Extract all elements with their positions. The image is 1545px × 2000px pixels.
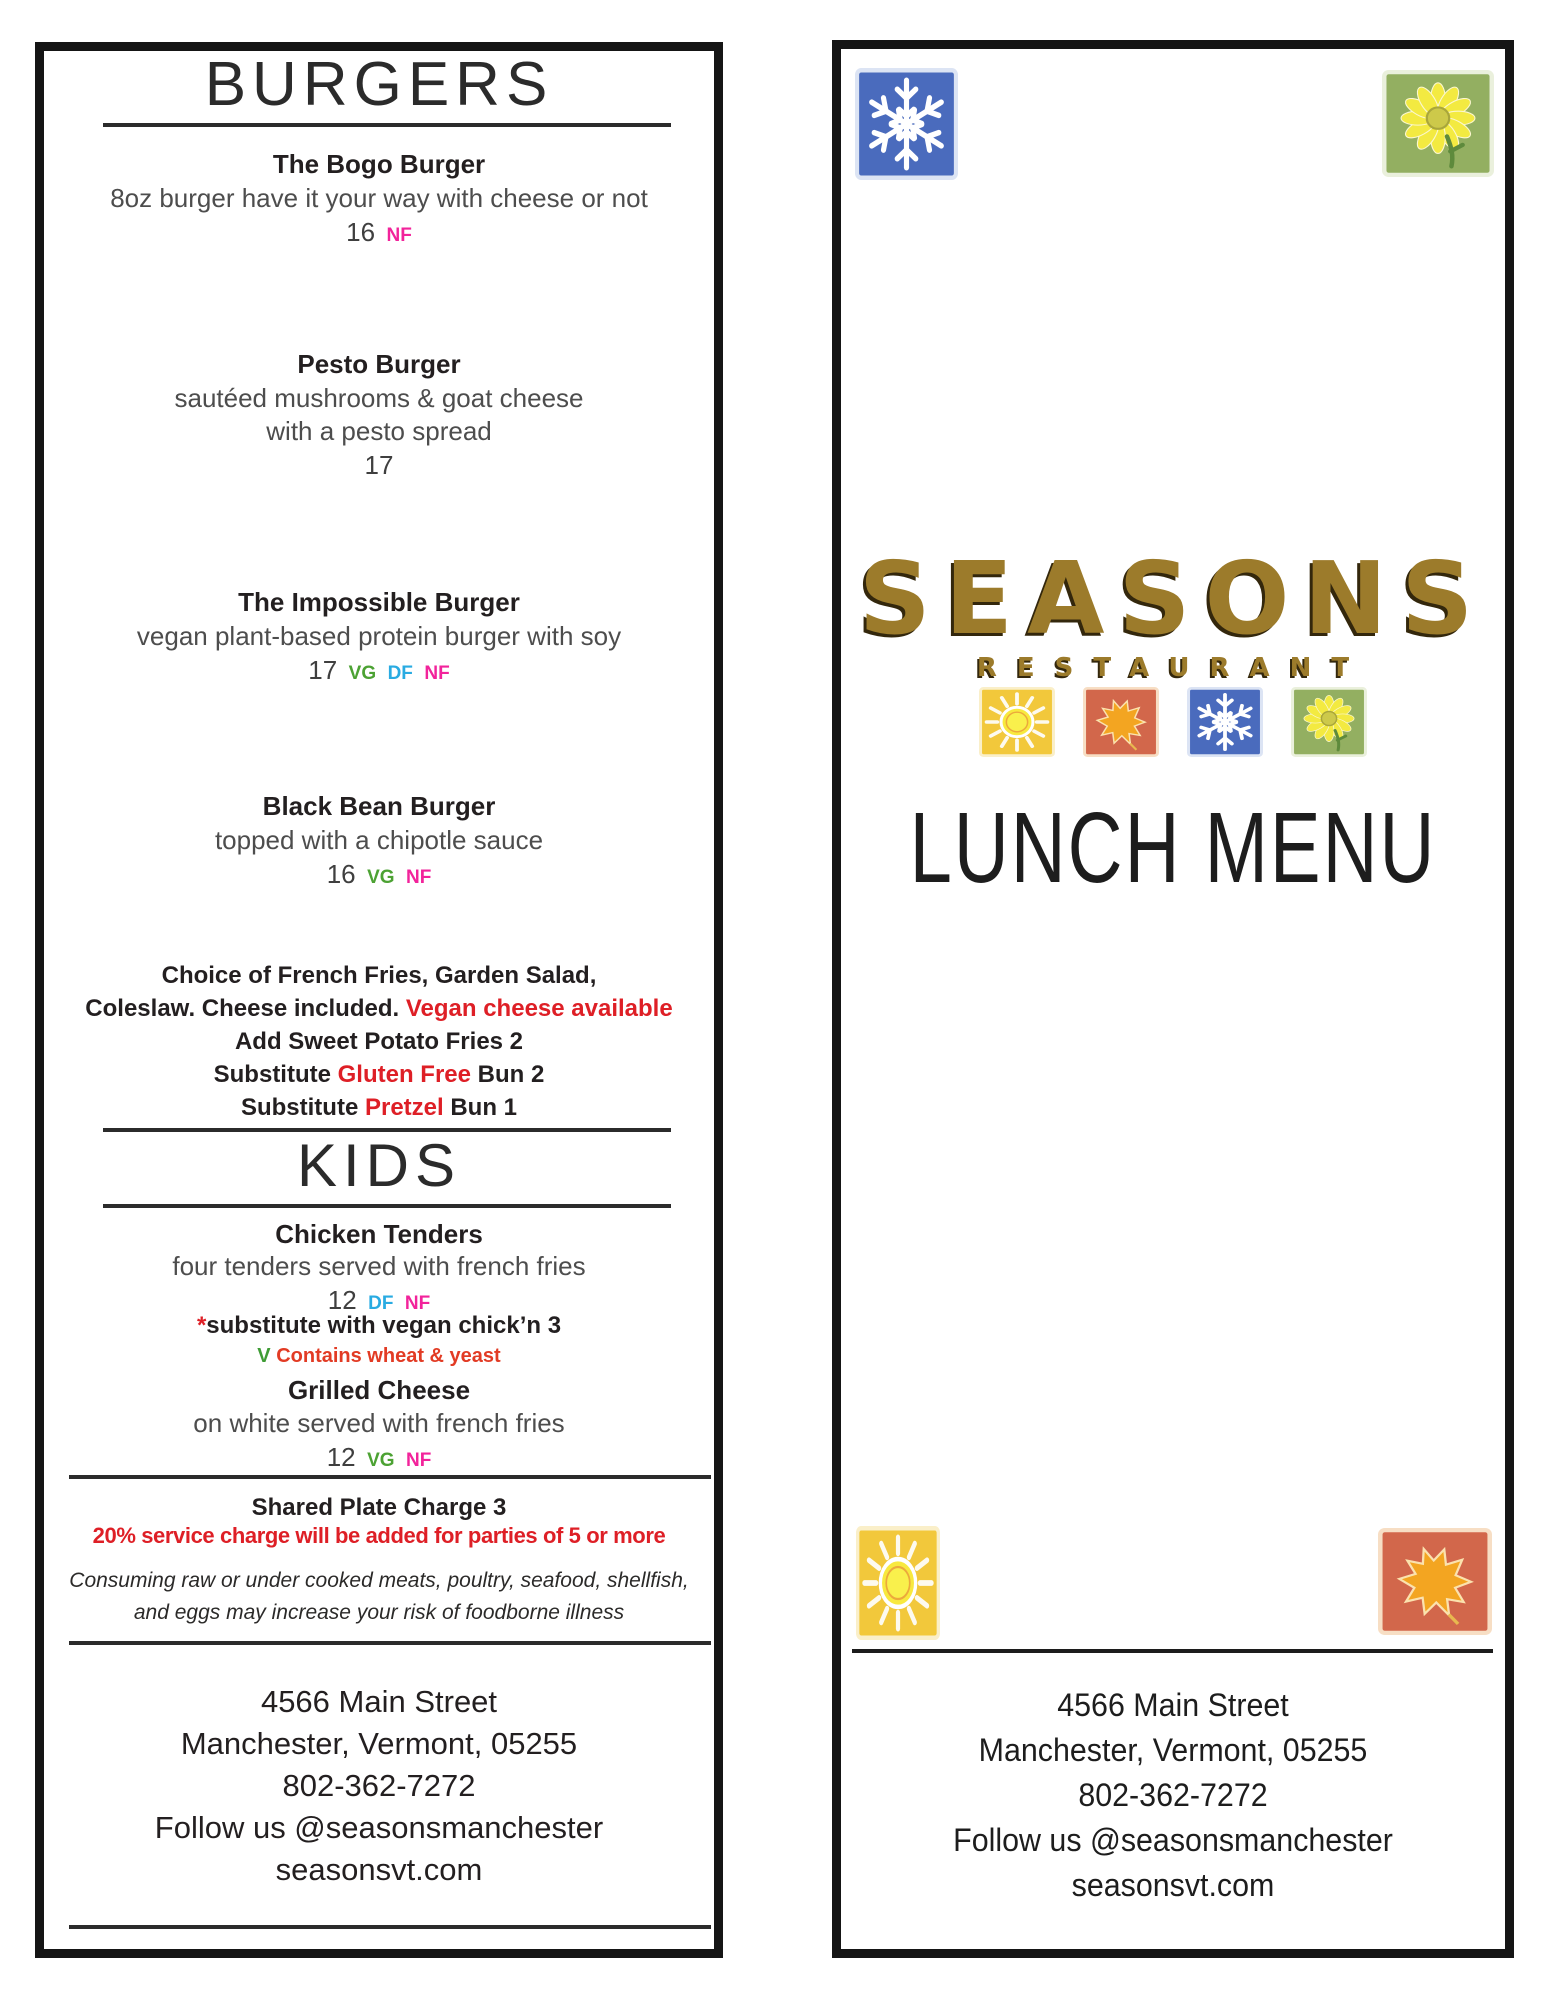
vegan-chicken-substitute-note (44, 1309, 714, 1342)
item-description: topped with a chipotle sauce (214, 825, 544, 855)
sides-note-line: Add Sweet Potato Fries 2 (234, 1028, 524, 1055)
lunch-menu-title: LUNCH MENU (909, 792, 1437, 905)
item-price: 12 (327, 1285, 357, 1315)
snowflake-icon (855, 68, 958, 180)
sides-note-line (44, 992, 714, 1025)
item-price-line (44, 859, 714, 890)
sun-icon (979, 687, 1055, 757)
address-block (841, 1683, 1505, 1908)
website-url: seasonsvt.com (275, 1852, 483, 1887)
substitute-text: substitute with vegan chick’n 3 (206, 1312, 562, 1339)
item-price-line (44, 217, 714, 248)
item-description: 8oz burger have it your way with cheese or not (110, 183, 648, 213)
cover-page-right (832, 40, 1514, 1958)
item-price: 16 (346, 217, 376, 247)
footer-top-divider (69, 1475, 711, 1479)
food-safety-disclaimer (44, 1565, 714, 1629)
item-description: with a pesto spread (266, 416, 492, 446)
city-state-zip: Manchester, Vermont, 05255 (978, 1732, 1368, 1768)
address-block (44, 1681, 714, 1891)
diet-code-nf: NF (386, 225, 412, 246)
pretzel-label: Pretzel (364, 1094, 444, 1121)
item-price: 16 (326, 859, 356, 889)
bun-label: Bun 2 (477, 1061, 545, 1088)
item-price: 12 (326, 1442, 356, 1472)
item-name: Black Bean Burger (262, 791, 496, 821)
item-name: Pesto Burger (297, 349, 461, 379)
diet-code-nf: NF (424, 663, 450, 684)
v-code: V (257, 1345, 271, 1367)
sides-note-line: Choice of French Fries, Garden Salad, (161, 962, 597, 989)
substitute-label: Substitute (240, 1094, 359, 1121)
sun-icon (856, 1526, 940, 1640)
item-name: Grilled Cheese (287, 1375, 471, 1405)
diet-code-df: DF (368, 1293, 394, 1314)
kids-section-heading: KIDS (296, 1132, 462, 1199)
burgers-heading-divider (103, 123, 671, 127)
item-description: on white served with french fries (193, 1408, 565, 1438)
item-description: sautéed mushrooms & goat cheese (174, 383, 584, 413)
sides-note-line (44, 1058, 714, 1091)
diet-code-nf: NF (405, 1450, 432, 1471)
diet-code-df: DF (387, 663, 413, 684)
menu-page-left (35, 42, 723, 1958)
vegan-cheese-note: Vegan cheese available (405, 995, 673, 1022)
bottom-divider (69, 1925, 711, 1929)
cover-address-divider (852, 1649, 1493, 1653)
four-seasons-icon-row (841, 687, 1505, 757)
website-url: seasonsvt.com (1071, 1867, 1275, 1903)
city-state-zip: Manchester, Vermont, 05255 (180, 1726, 578, 1761)
diet-code-vg: VG (367, 1450, 395, 1471)
daisy-flower-icon (1291, 687, 1367, 757)
kids-heading-divider (103, 1204, 671, 1208)
disclaimer-line: and eggs may increase your risk of foodborne illness (133, 1601, 625, 1624)
restaurant-logo-subtitle: RESTAURANT (976, 653, 1370, 683)
maple-leaf-icon (1083, 687, 1159, 757)
substitute-label: Substitute (213, 1061, 331, 1088)
sides-note-line (44, 1091, 714, 1124)
street-address: 4566 Main Street (1057, 1687, 1289, 1723)
item-name: Chicken Tenders (275, 1219, 483, 1249)
diet-code-vg: VG (348, 663, 377, 684)
gluten-free-label: Gluten Free (337, 1061, 471, 1088)
item-price: 17 (364, 450, 394, 480)
street-address: 4566 Main Street (260, 1684, 498, 1719)
social-handle: Follow us @seasonsmanchester (953, 1822, 1393, 1858)
address-top-divider (69, 1641, 711, 1645)
item-price-line (44, 1442, 714, 1473)
item-name: The Bogo Burger (272, 149, 486, 179)
snowflake-icon (1187, 687, 1263, 757)
item-price-line (44, 655, 714, 686)
sides-notes-block (44, 959, 714, 1124)
phone-number: 802-362-7272 (282, 1768, 476, 1803)
daisy-flower-icon (1382, 70, 1494, 177)
allergen-contains-note (44, 1345, 714, 1368)
item-description: four tenders served with french fries (172, 1251, 586, 1281)
item-price: 17 (308, 655, 338, 685)
sides-note-black: Coleslaw. Cheese included. (85, 995, 400, 1022)
item-description: vegan plant-based protein burger with soy (136, 621, 622, 651)
contains-text: Contains wheat & yeast (276, 1345, 501, 1367)
phone-number: 802-362-7272 (1078, 1777, 1268, 1813)
burgers-section-heading: BURGERS (204, 50, 554, 119)
diet-code-nf: NF (404, 1293, 431, 1314)
shared-plate-charge: Shared Plate Charge 3 (251, 1494, 507, 1521)
item-name: The Impossible Burger (238, 587, 520, 617)
social-handle: Follow us @seasonsmanchester (154, 1810, 604, 1845)
item-price-line (44, 450, 714, 481)
diet-code-vg: VG (367, 867, 395, 888)
restaurant-logo-wordmark: SEASONS (858, 540, 1488, 657)
asterisk: * (196, 1312, 207, 1339)
diet-code-nf: NF (405, 867, 432, 888)
disclaimer-line: Consuming raw or under cooked meats, poultry, seafood, shellfish, (69, 1569, 689, 1592)
maple-leaf-icon (1378, 1528, 1492, 1635)
service-charge-notice: 20% service charge will be added for parties of 5 or more (92, 1523, 666, 1548)
bun-label: Bun 1 (450, 1094, 518, 1121)
